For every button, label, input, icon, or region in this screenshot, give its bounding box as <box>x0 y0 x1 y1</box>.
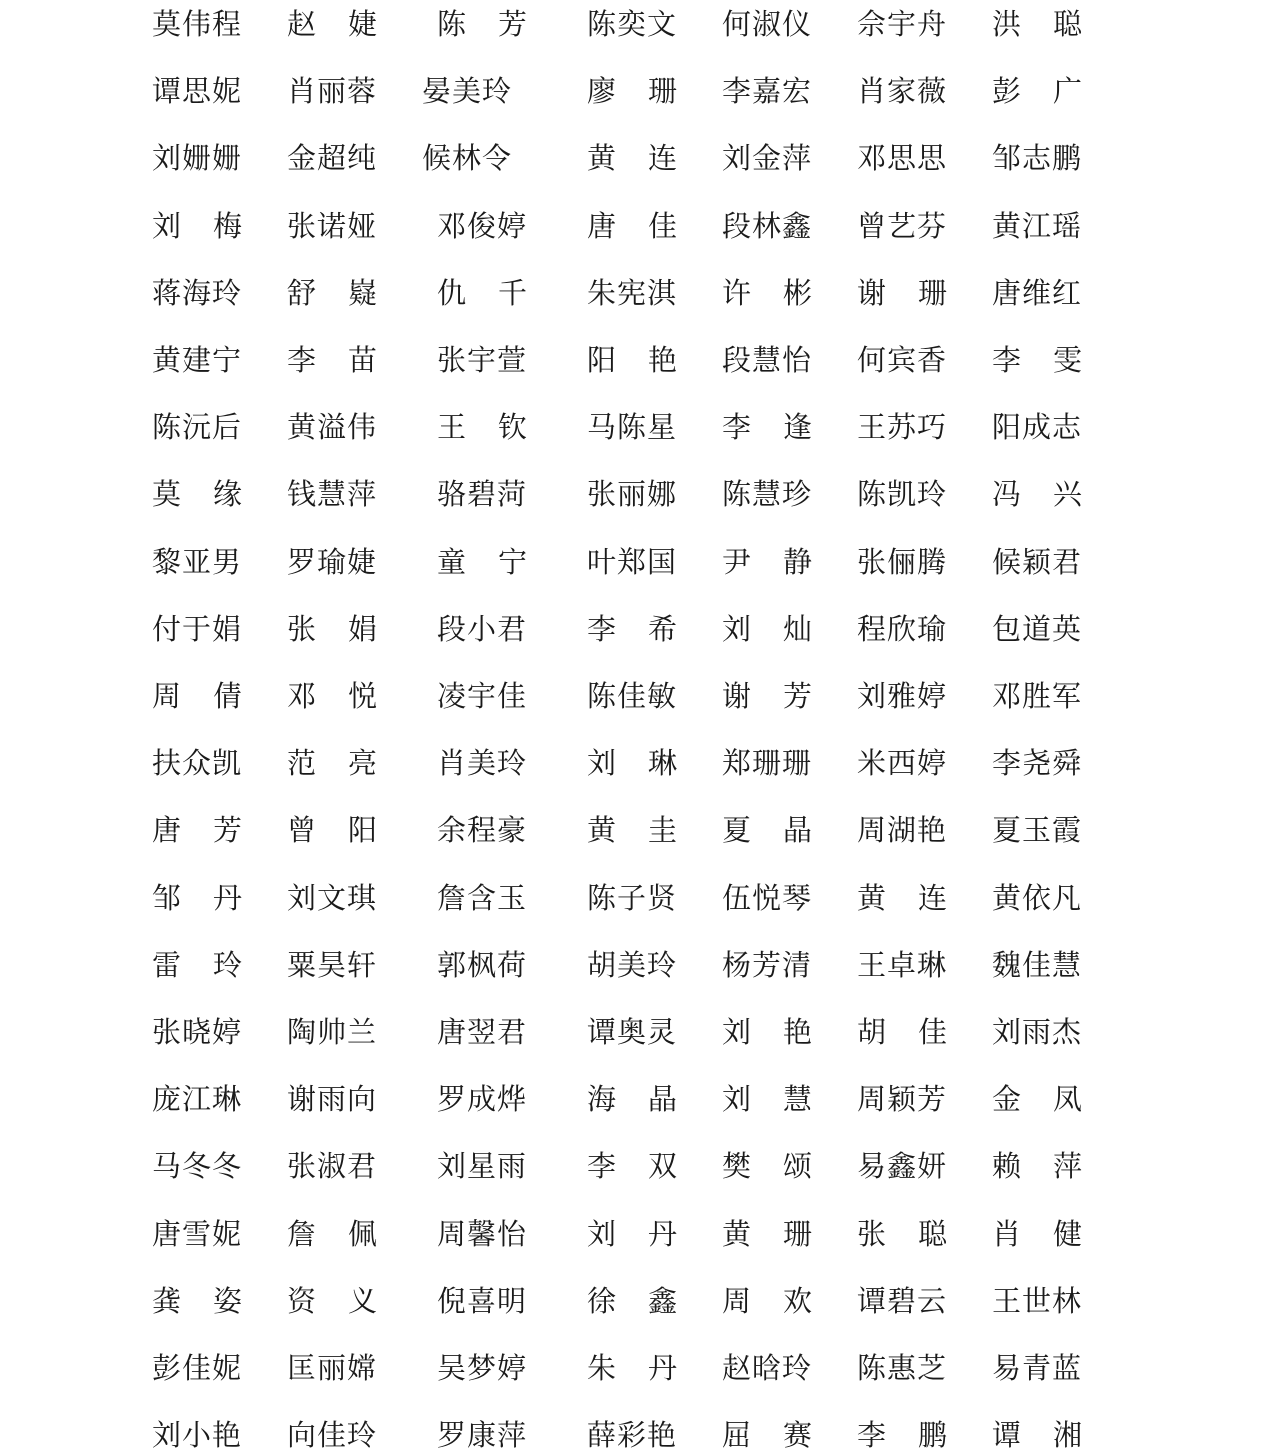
name-row <box>0 4 1280 44</box>
name-cell: 刘 梅 <box>152 208 242 243</box>
name-cell: 曾艺芬 <box>857 208 948 243</box>
name-cell: 谢雨向 <box>287 1082 378 1117</box>
name-cell: 刘 琳 <box>587 746 677 781</box>
name-cell: 洪 聪 <box>992 7 1082 41</box>
name-cell: 向佳玲 <box>287 1418 378 1453</box>
name-cell: 谢 珊 <box>857 275 947 310</box>
name-cell: 陶帅兰 <box>287 1015 378 1049</box>
name-cell: 庞江琳 <box>152 1082 243 1117</box>
name-cell: 马陈星 <box>587 410 678 445</box>
name-cell: 李 苗 <box>287 343 377 377</box>
name-cell: 李 希 <box>587 611 677 646</box>
name-cell: 黄 圭 <box>587 813 677 848</box>
name-cell: 陈子贤 <box>587 880 678 915</box>
name-cell: 匡丽嫦 <box>287 1351 378 1385</box>
name-cell: 骆碧菏 <box>437 477 528 512</box>
name-cell: 徐 鑫 <box>587 1283 677 1318</box>
name-cell: 张 娟 <box>287 611 377 646</box>
name-cell: 黎亚男 <box>152 544 243 579</box>
name-cell: 刘 灿 <box>722 611 812 646</box>
name-cell: 赵晗玲 <box>722 1351 813 1385</box>
name-cell: 尹 静 <box>722 544 812 579</box>
name-cell: 周颖芳 <box>857 1082 948 1117</box>
name-cell: 杨芳清 <box>722 947 813 982</box>
name-cell: 张诺娅 <box>287 208 378 243</box>
name-cell: 廖 珊 <box>587 74 677 109</box>
name-cell: 邹志鹏 <box>992 141 1083 176</box>
name-cell: 易青蓝 <box>992 1351 1083 1385</box>
name-cell: 候颖君 <box>992 544 1083 579</box>
name-cell: 莫伟程 <box>152 7 243 41</box>
name-cell: 彭 广 <box>992 74 1082 109</box>
name-cell: 何宾香 <box>857 343 948 377</box>
name-cell: 谭思妮 <box>152 74 243 109</box>
name-cell: 刘雅婷 <box>857 679 948 713</box>
name-cell: 张 聪 <box>857 1216 947 1251</box>
name-cell: 倪喜明 <box>437 1283 528 1318</box>
name-row <box>0 206 1280 246</box>
name-cell: 薛彩艳 <box>587 1418 678 1453</box>
name-cell: 周 倩 <box>152 679 242 713</box>
name-cell: 李 逢 <box>722 410 812 445</box>
name-cell: 刘星雨 <box>437 1149 528 1184</box>
name-cell: 段林鑫 <box>722 208 813 243</box>
name-cell: 夏 晶 <box>722 813 812 848</box>
name-cell: 蒋海玲 <box>152 275 243 310</box>
name-row <box>0 878 1280 918</box>
name-cell: 唐翌君 <box>437 1015 528 1049</box>
name-cell: 魏佳慧 <box>992 947 1083 982</box>
name-cell: 曾 阳 <box>287 813 377 848</box>
name-cell: 阳 艳 <box>587 343 677 377</box>
name-cell: 朱宪淇 <box>587 275 678 310</box>
name-row <box>0 71 1280 111</box>
name-cell: 邹 丹 <box>152 880 242 915</box>
name-cell: 罗成烨 <box>437 1082 528 1117</box>
name-cell: 凌宇佳 <box>437 679 528 713</box>
name-cell: 钱慧萍 <box>287 477 378 512</box>
name-cell: 詹 佩 <box>287 1216 377 1251</box>
name-cell: 晏美玲 <box>422 74 513 109</box>
name-cell: 王卓琳 <box>857 947 948 982</box>
name-cell: 邓胜军 <box>992 679 1083 713</box>
name-cell: 谭碧云 <box>857 1283 948 1318</box>
name-cell: 吴梦婷 <box>437 1351 528 1385</box>
name-cell: 谭奥灵 <box>587 1015 678 1049</box>
name-cell: 黄建宁 <box>152 343 243 377</box>
name-row <box>0 945 1280 985</box>
name-row <box>0 810 1280 850</box>
name-cell: 佘宇舟 <box>857 7 948 41</box>
name-cell: 李 鹏 <box>857 1418 947 1453</box>
name-row <box>0 1348 1280 1388</box>
name-cell: 邓俊婷 <box>437 208 528 243</box>
name-cell: 许 彬 <box>722 275 812 310</box>
name-cell: 唐 芳 <box>152 813 242 848</box>
name-cell: 肖丽蓉 <box>287 74 378 109</box>
name-cell: 马冬冬 <box>152 1149 243 1184</box>
name-cell: 肖美玲 <box>437 746 528 781</box>
name-row <box>0 743 1280 783</box>
name-cell: 肖 健 <box>992 1216 1082 1251</box>
name-cell: 胡美玲 <box>587 947 678 982</box>
name-cell: 候林令 <box>422 141 513 176</box>
name-cell: 王世林 <box>992 1283 1083 1318</box>
name-row <box>0 542 1280 582</box>
name-cell: 张俪腾 <box>857 544 948 579</box>
name-cell: 陈沅后 <box>152 410 243 445</box>
name-cell: 刘姗姗 <box>152 141 243 176</box>
name-cell: 邓 悦 <box>287 679 377 713</box>
name-cell: 肖家薇 <box>857 74 948 109</box>
name-cell: 黄依凡 <box>992 880 1083 915</box>
name-cell: 包道英 <box>992 611 1083 646</box>
name-cell: 罗瑜婕 <box>287 544 378 579</box>
name-row <box>0 340 1280 380</box>
name-cell: 谭 湘 <box>992 1418 1082 1453</box>
name-cell: 金超纯 <box>287 141 378 176</box>
name-row <box>0 1415 1280 1455</box>
name-cell: 李 雯 <box>992 343 1082 377</box>
name-cell: 刘 丹 <box>587 1216 677 1251</box>
name-cell: 陈 芳 <box>437 7 527 41</box>
name-cell: 罗康萍 <box>437 1418 528 1453</box>
name-row <box>0 1214 1280 1254</box>
name-cell: 周 欢 <box>722 1283 812 1318</box>
name-row <box>0 1146 1280 1186</box>
name-row <box>0 676 1280 716</box>
name-cell: 胡 佳 <box>857 1015 947 1049</box>
name-cell: 雷 玲 <box>152 947 242 982</box>
name-cell: 郭枫荷 <box>437 947 528 982</box>
name-cell: 童 宁 <box>437 544 527 579</box>
name-cell: 谢 芳 <box>722 679 812 713</box>
name-cell: 邓思思 <box>857 141 948 176</box>
name-cell: 冯 兴 <box>992 477 1082 512</box>
name-cell: 陈佳敏 <box>587 679 678 713</box>
name-cell: 樊 颂 <box>722 1149 812 1184</box>
name-cell: 粟昊轩 <box>287 947 378 982</box>
name-row <box>0 609 1280 649</box>
name-cell: 彭佳妮 <box>152 1351 243 1385</box>
name-cell: 刘雨杰 <box>992 1015 1083 1049</box>
name-cell: 张宇萱 <box>437 343 528 377</box>
name-cell: 仇 千 <box>437 275 527 310</box>
name-cell: 陈奕文 <box>587 7 678 41</box>
name-cell: 刘金萍 <box>722 141 813 176</box>
name-cell: 唐维红 <box>992 275 1083 310</box>
name-cell: 周湖艳 <box>857 813 948 848</box>
name-cell: 扶众凯 <box>152 746 243 781</box>
name-row <box>0 273 1280 313</box>
name-cell: 刘文琪 <box>287 880 378 915</box>
name-cell: 赖 萍 <box>992 1149 1082 1184</box>
name-cell: 李嘉宏 <box>722 74 813 109</box>
name-cell: 张晓婷 <box>152 1015 243 1049</box>
name-cell: 易鑫妍 <box>857 1149 948 1184</box>
name-cell: 张丽娜 <box>587 477 678 512</box>
name-cell: 程欣瑜 <box>857 611 948 646</box>
name-cell: 叶郑国 <box>587 544 678 579</box>
name-cell: 赵 婕 <box>287 7 377 41</box>
name-row <box>0 474 1280 514</box>
name-cell: 金 凤 <box>992 1082 1082 1117</box>
name-cell: 李尧舜 <box>992 746 1083 781</box>
name-cell: 陈凯玲 <box>857 477 948 512</box>
name-cell: 资 义 <box>287 1283 377 1318</box>
name-cell: 夏玉霞 <box>992 813 1083 848</box>
name-cell: 米西婷 <box>857 746 948 781</box>
name-cell: 朱 丹 <box>587 1351 677 1385</box>
name-cell: 唐 佳 <box>587 208 677 243</box>
name-cell: 唐雪妮 <box>152 1216 243 1251</box>
name-row <box>0 407 1280 447</box>
name-cell: 伍悦琴 <box>722 880 813 915</box>
name-cell: 王 钦 <box>437 410 527 445</box>
name-cell: 刘小艳 <box>152 1418 243 1453</box>
name-cell: 郑珊珊 <box>722 746 813 781</box>
name-cell: 刘 慧 <box>722 1082 812 1117</box>
name-cell: 莫 缘 <box>152 477 242 512</box>
name-cell: 段慧怡 <box>722 343 813 377</box>
name-row <box>0 138 1280 178</box>
name-cell: 余程豪 <box>437 813 528 848</box>
name-cell: 舒 嶷 <box>287 275 377 310</box>
name-cell: 付于娟 <box>152 611 243 646</box>
name-cell: 张淑君 <box>287 1149 378 1184</box>
name-cell: 王苏巧 <box>857 410 948 445</box>
name-row <box>0 1281 1280 1321</box>
name-cell: 海 晶 <box>587 1082 677 1117</box>
name-cell: 阳成志 <box>992 410 1083 445</box>
name-cell: 屈 赛 <box>722 1418 812 1453</box>
name-cell: 黄 珊 <box>722 1216 812 1251</box>
name-cell: 刘 艳 <box>722 1015 812 1049</box>
name-cell: 黄 连 <box>857 880 947 915</box>
name-cell: 陈慧珍 <box>722 477 813 512</box>
name-cell: 黄江瑶 <box>992 208 1083 243</box>
name-cell: 詹含玉 <box>437 880 528 915</box>
name-row <box>0 1079 1280 1119</box>
name-cell: 何淑仪 <box>722 7 813 41</box>
name-cell: 周馨怡 <box>437 1216 528 1251</box>
name-cell: 段小君 <box>437 611 528 646</box>
name-cell: 陈惠芝 <box>857 1351 948 1385</box>
name-cell: 龚 姿 <box>152 1283 242 1318</box>
name-cell: 黄 连 <box>587 141 677 176</box>
name-cell: 李 双 <box>587 1149 677 1184</box>
name-row <box>0 1012 1280 1052</box>
name-cell: 黄溢伟 <box>287 410 378 445</box>
name-cell: 范 亮 <box>287 746 377 781</box>
